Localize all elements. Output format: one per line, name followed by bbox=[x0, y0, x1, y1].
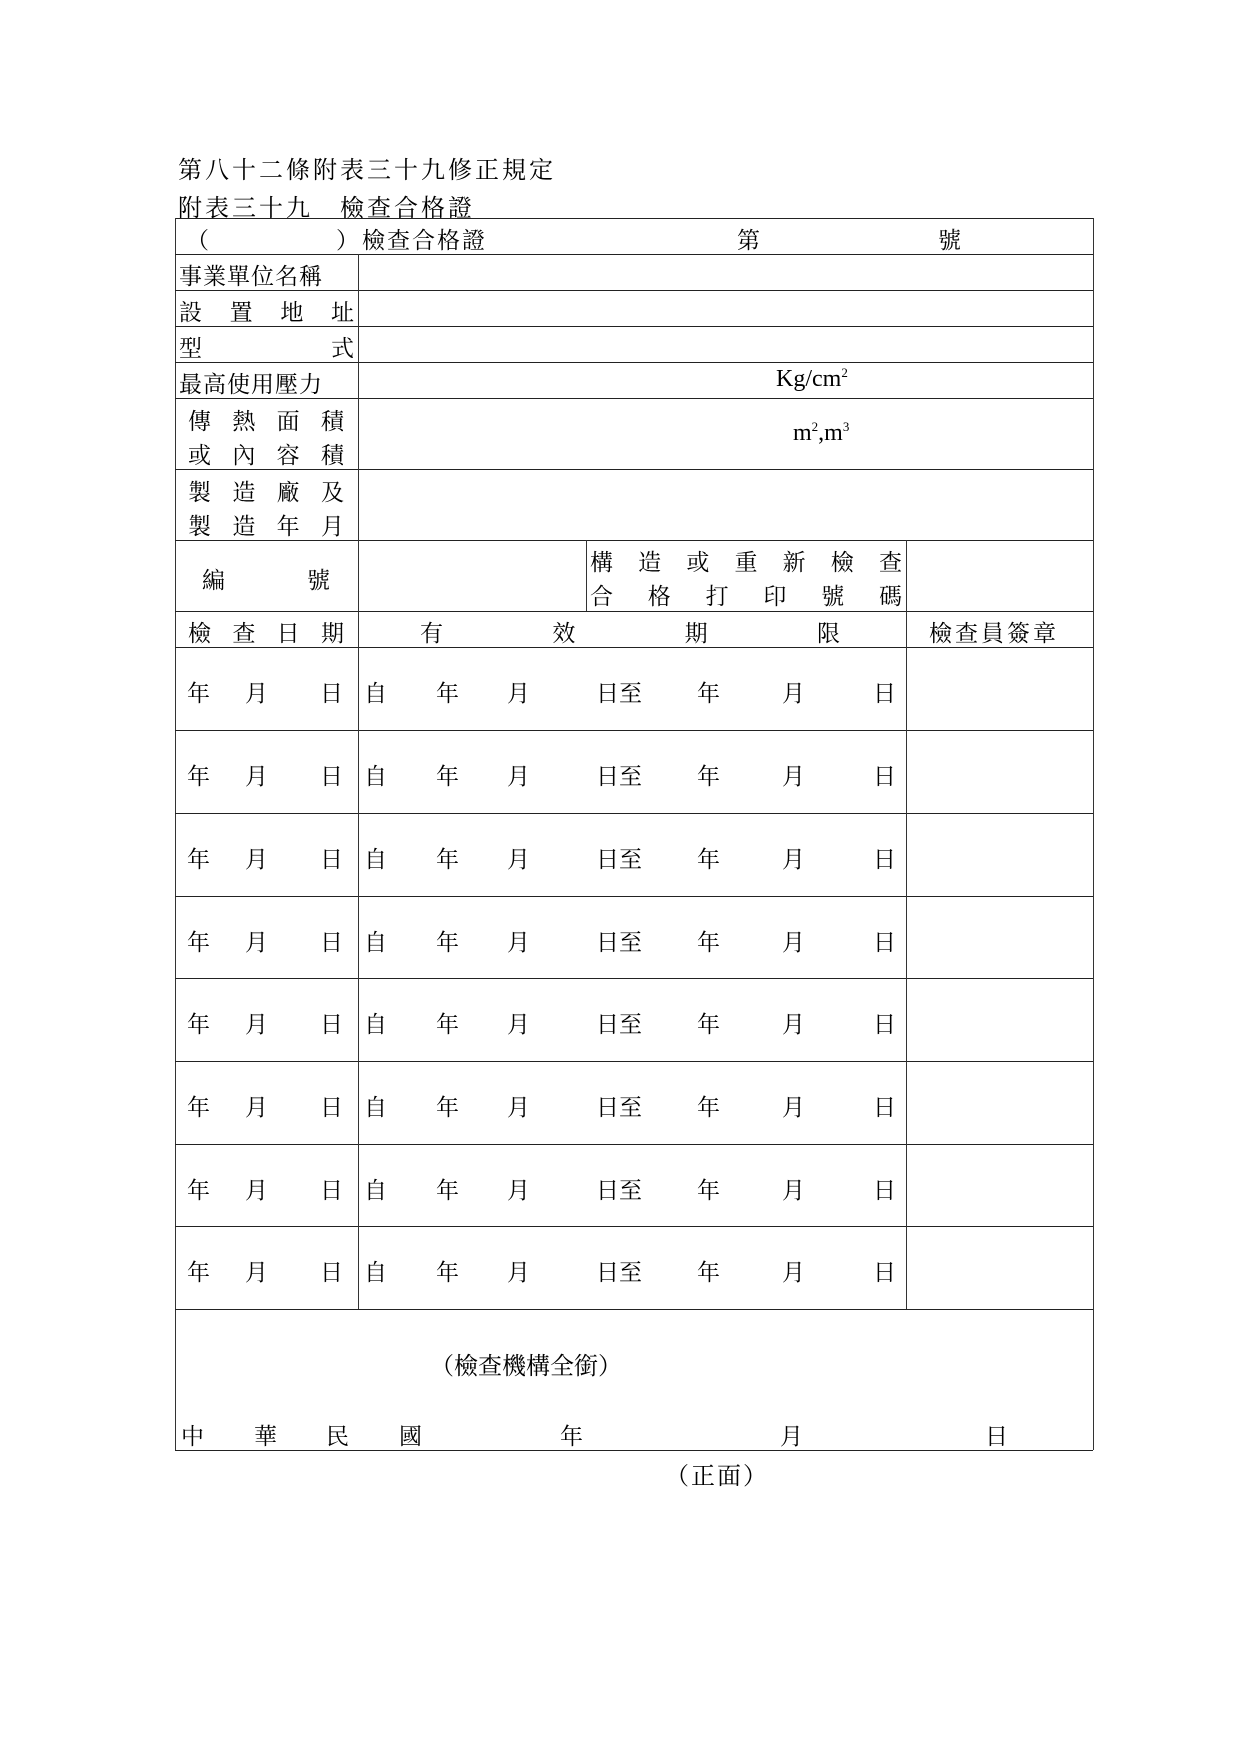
inspect-month: 月 bbox=[245, 1095, 268, 1121]
valid-from: 自 bbox=[364, 764, 387, 790]
label-max-pressure: 最高使用壓力 bbox=[179, 372, 323, 398]
valid-from-month: 月 bbox=[507, 764, 530, 790]
valid-to-year: 年 bbox=[697, 1095, 720, 1121]
valid-to-month: 月 bbox=[782, 1012, 805, 1038]
valid-to-day: 日 bbox=[873, 1012, 896, 1038]
label-char: 造 bbox=[232, 480, 256, 506]
area-unit-m: m bbox=[824, 420, 843, 446]
label-char: 查 bbox=[878, 550, 902, 576]
row-divider bbox=[175, 611, 1093, 612]
label-maker-line2 bbox=[188, 508, 344, 541]
valid-to-month: 月 bbox=[782, 1260, 805, 1286]
table-top-border bbox=[175, 218, 1093, 219]
footer-day: 日 bbox=[985, 1424, 1008, 1450]
valid-from: 自 bbox=[364, 1260, 387, 1286]
inspect-year: 年 bbox=[187, 764, 210, 790]
valid-from: 自 bbox=[364, 1178, 387, 1204]
row-divider bbox=[175, 896, 1093, 897]
valid-from-year: 年 bbox=[436, 930, 459, 956]
label-char: 年 bbox=[276, 514, 300, 540]
valid-to-year: 年 bbox=[697, 1012, 720, 1038]
label-char: 重 bbox=[734, 550, 758, 576]
header-char: 檢 bbox=[188, 621, 211, 647]
cert-no-prefix: 第 bbox=[737, 228, 760, 254]
label-char: 式 bbox=[331, 336, 354, 362]
valid-to-month: 月 bbox=[782, 1178, 805, 1204]
valid-from-year: 年 bbox=[436, 1178, 459, 1204]
valid-to-year: 年 bbox=[697, 1178, 720, 1204]
valid-to-year: 年 bbox=[697, 847, 720, 873]
roc-char: 華 bbox=[254, 1424, 277, 1450]
inspect-day: 日 bbox=[320, 930, 343, 956]
inspect-day: 日 bbox=[320, 1095, 343, 1121]
valid-from-day-to: 日至 bbox=[596, 930, 642, 956]
inspect-year: 年 bbox=[187, 681, 210, 707]
inspector-signature-field[interactable] bbox=[908, 1228, 1091, 1306]
footer-month: 月 bbox=[780, 1424, 803, 1450]
header-char: 效 bbox=[552, 621, 576, 647]
label-char: 積 bbox=[320, 443, 344, 469]
valid-to-day: 日 bbox=[873, 1178, 896, 1204]
header-char: 限 bbox=[816, 621, 840, 647]
area-unit-exp: 3 bbox=[842, 419, 850, 434]
inspector-signature-field[interactable] bbox=[908, 980, 1091, 1058]
inspect-year: 年 bbox=[187, 1012, 210, 1038]
valid-from-day-to: 日至 bbox=[596, 1260, 642, 1286]
serial-column-divider bbox=[586, 540, 587, 611]
manufacturer-field[interactable] bbox=[360, 471, 1090, 537]
stamp-number-field[interactable] bbox=[908, 542, 1091, 608]
row-divider bbox=[175, 730, 1093, 731]
label-char: 編 bbox=[202, 568, 225, 594]
type-field[interactable] bbox=[360, 328, 1090, 360]
inspect-day: 日 bbox=[320, 847, 343, 873]
inspector-signature-field[interactable] bbox=[908, 649, 1091, 727]
agency-name-area[interactable] bbox=[177, 1320, 1091, 1410]
valid-from-day-to: 日至 bbox=[596, 1095, 642, 1121]
row-divider bbox=[175, 813, 1093, 814]
label-char: 熱 bbox=[232, 409, 256, 435]
inspector-column-divider bbox=[906, 540, 907, 1309]
valid-to-day: 日 bbox=[873, 1095, 896, 1121]
serial-number-field[interactable] bbox=[360, 542, 584, 608]
row-divider bbox=[175, 1144, 1093, 1145]
label-char: 容 bbox=[276, 443, 300, 469]
row-divider bbox=[175, 1309, 1093, 1310]
valid-from: 自 bbox=[364, 930, 387, 956]
area-unit-exp: 2 bbox=[811, 419, 819, 434]
row-divider bbox=[175, 1226, 1093, 1227]
label-char: 面 bbox=[276, 409, 300, 435]
label-type bbox=[179, 330, 354, 363]
valid-from-year: 年 bbox=[436, 681, 459, 707]
form-title: 附表三十九 檢查合格證 bbox=[178, 194, 475, 222]
pressure-unit-exp: 2 bbox=[841, 365, 848, 380]
page-side-label: （正面） bbox=[665, 1462, 769, 1490]
valid-to-month: 月 bbox=[782, 681, 805, 707]
label-char: 設 bbox=[179, 300, 202, 326]
label-maker-line1 bbox=[188, 474, 344, 507]
inspect-month: 月 bbox=[245, 1012, 268, 1038]
area-volume-field[interactable] bbox=[360, 400, 780, 466]
regulation-title: 第八十二條附表三十九修正規定 bbox=[178, 156, 556, 184]
valid-to-day: 日 bbox=[873, 847, 896, 873]
valid-to-day: 日 bbox=[873, 764, 896, 790]
valid-from-day-to: 日至 bbox=[596, 1178, 642, 1204]
inspect-month: 月 bbox=[245, 764, 268, 790]
inspector-signature-field[interactable] bbox=[908, 815, 1091, 893]
header-char: 有 bbox=[420, 621, 443, 647]
label-char: 廠 bbox=[276, 480, 300, 506]
cert-number-field[interactable] bbox=[770, 222, 930, 252]
label-char: 格 bbox=[647, 584, 671, 610]
inspect-year: 年 bbox=[187, 1178, 210, 1204]
header-char: 日 bbox=[276, 621, 300, 647]
label-char: 地 bbox=[280, 300, 304, 326]
inspect-day: 日 bbox=[320, 681, 343, 707]
address-field[interactable] bbox=[360, 292, 1090, 324]
inspect-day: 日 bbox=[320, 1260, 343, 1286]
agency-name: （檢查機構全銜） bbox=[430, 1352, 622, 1380]
valid-from-month: 月 bbox=[507, 930, 530, 956]
label-char: 或 bbox=[686, 550, 710, 576]
label-char: 碼 bbox=[878, 584, 902, 610]
open-paren: （ bbox=[186, 228, 209, 254]
label-char: 檢 bbox=[830, 550, 854, 576]
valid-from-day-to: 日至 bbox=[596, 681, 642, 707]
inspect-year: 年 bbox=[187, 1260, 210, 1286]
label-char: 內 bbox=[232, 443, 256, 469]
inspect-day: 日 bbox=[320, 1012, 343, 1038]
valid-from-month: 月 bbox=[507, 1178, 530, 1204]
valid-to-year: 年 bbox=[697, 1260, 720, 1286]
valid-from-day-to: 日至 bbox=[596, 764, 642, 790]
cert-no-suffix: 號 bbox=[938, 228, 961, 254]
label-char: 製 bbox=[188, 514, 211, 540]
valid-to-month: 月 bbox=[782, 847, 805, 873]
valid-from-year: 年 bbox=[436, 1012, 459, 1038]
label-char: 號 bbox=[307, 568, 330, 594]
valid-to-day: 日 bbox=[873, 681, 896, 707]
valid-from-day-to: 日至 bbox=[596, 1012, 642, 1038]
label-serial bbox=[202, 562, 330, 595]
inspect-month: 月 bbox=[245, 1260, 268, 1286]
label-char: 合 bbox=[590, 584, 613, 610]
valid-from-day-to: 日至 bbox=[596, 847, 642, 873]
label-area-line1 bbox=[188, 403, 344, 436]
label-char: 址 bbox=[330, 300, 354, 326]
inspect-day: 日 bbox=[320, 764, 343, 790]
roc-char: 中 bbox=[181, 1424, 204, 1450]
equipment-type-field[interactable] bbox=[380, 222, 720, 252]
label-char: 型 bbox=[179, 336, 202, 362]
valid-to-month: 月 bbox=[782, 930, 805, 956]
valid-from-year: 年 bbox=[436, 847, 459, 873]
area-unit-sep: , bbox=[818, 420, 825, 446]
label-char: 置 bbox=[229, 300, 253, 326]
label-char: 積 bbox=[320, 409, 344, 435]
valid-from: 自 bbox=[364, 1095, 387, 1121]
inspect-year: 年 bbox=[187, 1095, 210, 1121]
label-char: 或 bbox=[188, 443, 211, 469]
valid-from-year: 年 bbox=[436, 1260, 459, 1286]
valid-from-month: 月 bbox=[507, 1260, 530, 1286]
valid-from-month: 月 bbox=[507, 1012, 530, 1038]
cert-label: 檢查合格證 bbox=[362, 228, 487, 254]
table-left-border bbox=[175, 218, 176, 1450]
header-char: 期 bbox=[320, 621, 344, 647]
inspect-month: 月 bbox=[245, 1178, 268, 1204]
pressure-unit bbox=[776, 366, 848, 393]
inspect-year: 年 bbox=[187, 930, 210, 956]
header-char: 查 bbox=[232, 621, 256, 647]
valid-from-month: 月 bbox=[507, 847, 530, 873]
inspect-month: 月 bbox=[245, 847, 268, 873]
roc-char: 國 bbox=[399, 1424, 422, 1450]
header-inspect-date bbox=[188, 615, 344, 648]
valid-from: 自 bbox=[364, 681, 387, 707]
table-right-border bbox=[1093, 218, 1094, 1450]
label-address bbox=[179, 294, 354, 327]
valid-to-month: 月 bbox=[782, 764, 805, 790]
label-char: 月 bbox=[320, 514, 344, 540]
valid-to-day: 日 bbox=[873, 1260, 896, 1286]
label-char: 傳 bbox=[188, 409, 211, 435]
inspector-signature-field[interactable] bbox=[908, 732, 1091, 810]
label-char: 構 bbox=[590, 550, 613, 576]
label-stamp-line2 bbox=[590, 578, 902, 611]
valid-from-year: 年 bbox=[436, 1095, 459, 1121]
valid-to-year: 年 bbox=[697, 681, 720, 707]
valid-from: 自 bbox=[364, 847, 387, 873]
max-pressure-field[interactable] bbox=[360, 364, 760, 396]
label-char: 及 bbox=[320, 480, 344, 506]
inspect-day: 日 bbox=[320, 1178, 343, 1204]
inspect-month: 月 bbox=[245, 681, 268, 707]
valid-to-month: 月 bbox=[782, 1095, 805, 1121]
pressure-unit-base: Kg/cm bbox=[776, 366, 842, 392]
label-company: 事業單位名稱 bbox=[179, 264, 323, 290]
close-paren: ） bbox=[336, 228, 359, 254]
inspect-month: 月 bbox=[245, 930, 268, 956]
row-divider bbox=[175, 978, 1093, 979]
area-unit bbox=[793, 420, 849, 447]
roc-char: 民 bbox=[326, 1424, 349, 1450]
label-char: 新 bbox=[782, 550, 806, 576]
label-char: 號 bbox=[821, 584, 845, 610]
valid-from-month: 月 bbox=[507, 1095, 530, 1121]
label-char: 造 bbox=[232, 514, 256, 540]
label-area-line2 bbox=[188, 437, 344, 470]
footer-year: 年 bbox=[560, 1424, 583, 1450]
valid-from-year: 年 bbox=[436, 764, 459, 790]
header-validity bbox=[420, 615, 840, 648]
inspector-signature-field[interactable] bbox=[908, 1063, 1091, 1141]
label-char: 造 bbox=[638, 550, 662, 576]
label-stamp-line1 bbox=[590, 544, 902, 577]
header-inspector: 檢查員簽章 bbox=[929, 621, 1059, 647]
label-char: 打 bbox=[705, 584, 729, 610]
area-unit-m: m bbox=[793, 420, 812, 446]
company-name-field[interactable] bbox=[360, 256, 1090, 288]
valid-from: 自 bbox=[364, 1012, 387, 1038]
table-bottom-border bbox=[175, 1450, 1093, 1451]
label-char: 印 bbox=[763, 584, 787, 610]
valid-to-year: 年 bbox=[697, 930, 720, 956]
inspector-signature-field[interactable] bbox=[908, 898, 1091, 976]
inspect-year: 年 bbox=[187, 847, 210, 873]
inspector-signature-field[interactable] bbox=[908, 1146, 1091, 1224]
header-char: 期 bbox=[684, 621, 708, 647]
label-char: 製 bbox=[188, 480, 211, 506]
row-divider bbox=[175, 1061, 1093, 1062]
valid-from-month: 月 bbox=[507, 681, 530, 707]
valid-to-year: 年 bbox=[697, 764, 720, 790]
label-column-divider bbox=[358, 254, 359, 1309]
valid-to-day: 日 bbox=[873, 930, 896, 956]
